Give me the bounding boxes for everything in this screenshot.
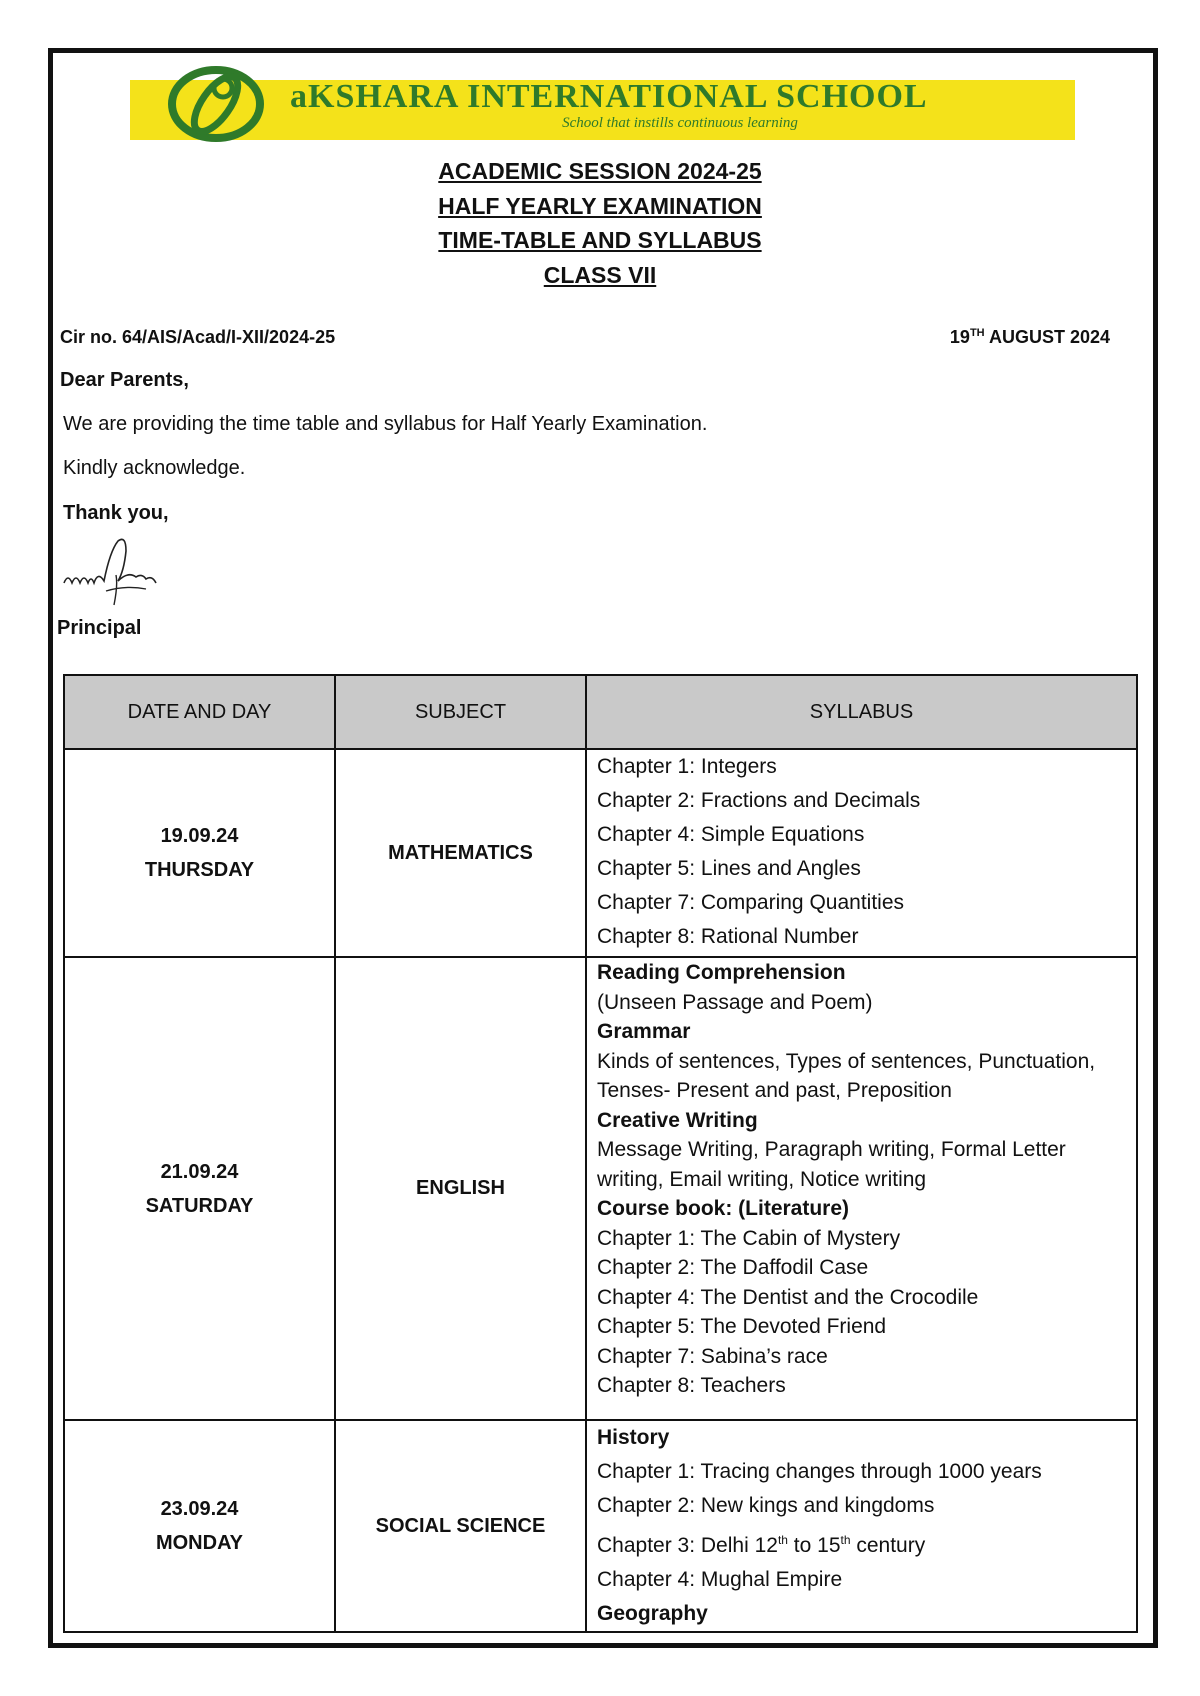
exam-timetable: [63, 674, 1138, 1633]
syllabus-section-heading: Creative Writing: [597, 1108, 758, 1132]
syllabus-item: (Unseen Passage and Poem): [597, 990, 873, 1014]
closing: Thank you,: [63, 502, 169, 524]
table-header-row: [64, 675, 1137, 749]
signatory-title: Principal: [57, 617, 142, 639]
school-logo: [167, 64, 265, 144]
date-cell: [64, 1420, 335, 1632]
chapter-text: century: [850, 1534, 926, 1557]
syllabus-item: Chapter 1: The Cabin of Mystery: [597, 1226, 901, 1250]
table-row: [64, 957, 1137, 1420]
syllabus-item: Chapter 4: Simple Equations: [597, 823, 865, 846]
syllabus-section-heading: Reading Comprehension: [597, 961, 846, 984]
letter-body-line: Kindly acknowledge.: [63, 457, 246, 479]
syllabus-cell: [586, 749, 1137, 957]
syllabus-cell: [586, 957, 1137, 1420]
document-headings: [0, 154, 1200, 292]
syllabus-item: Chapter 2: The Daffodil Case: [597, 1256, 869, 1279]
table-row: [64, 749, 1137, 957]
circular-number: Cir no. 64/AIS/Acad/I-XII/2024-25: [60, 327, 336, 347]
circular-date: [950, 327, 1110, 348]
class-title: CLASS VII: [543, 261, 657, 288]
subject-cell: ENGLISH: [335, 957, 586, 1420]
syllabus-item: Chapter 2: New kings and kingdoms: [597, 1494, 935, 1517]
chapter-text: to 15: [787, 1534, 841, 1557]
principal-signature: [60, 535, 170, 610]
syllabus-cell: [586, 1420, 1137, 1632]
ordinal-suffix: th: [840, 1533, 851, 1547]
session-title: ACADEMIC SESSION 2024-25: [438, 158, 762, 184]
table-row: [64, 1420, 1137, 1632]
exam-date: 23.09.24: [160, 1498, 239, 1520]
syllabus-section-heading: Grammar: [597, 1020, 691, 1043]
school-tagline: School that instills continuous learning: [562, 115, 798, 131]
date-cell: [64, 749, 335, 957]
greeting: Dear Parents,: [60, 369, 189, 391]
syllabus-item: Chapter 5: Lines and Angles: [597, 857, 861, 880]
chapter-text: Chapter 3: Delhi 12: [597, 1534, 778, 1557]
exam-day: THURSDAY: [144, 859, 255, 881]
syllabus-item: Chapter 8: Teachers: [597, 1374, 786, 1397]
syllabus-item: Chapter 1: Tracing changes through 1000 years: [597, 1460, 1042, 1483]
subject-cell: SOCIAL SCIENCE: [335, 1420, 586, 1632]
syllabus-item: Chapter 2: Fractions and Decimals: [597, 789, 921, 812]
school-name: aKSHARA INTERNATIONAL SCHOOL: [290, 78, 928, 115]
syllabus-section-heading: Course book: (Literature): [597, 1197, 850, 1220]
syllabus-item: Chapter 7: Comparing Quantities: [597, 891, 904, 914]
syllabus-item: Message Writing, Paragraph writing, Formal Letter: [597, 1138, 1066, 1161]
exam-day: MONDAY: [155, 1532, 244, 1554]
syllabus-item: Chapter 4: The Dentist and the Crocodile: [597, 1285, 979, 1309]
syllabus-item: Kinds of sentences, Types of sentences, Punctuation,: [597, 1049, 1096, 1073]
syllabus-item: Chapter 1: Integers: [597, 755, 777, 778]
exam-day: SATURDAY: [145, 1194, 254, 1217]
exam-date: 21.09.24: [160, 1160, 239, 1183]
column-header-subject: SUBJECT: [335, 675, 586, 749]
date-day: 19: [949, 327, 970, 347]
syllabus-item: Chapter 5: The Devoted Friend: [597, 1315, 887, 1338]
exam-title: HALF YEARLY EXAMINATION: [438, 192, 762, 219]
date-cell: [64, 957, 335, 1420]
syllabus-item: Chapter 4: Mughal Empire: [597, 1568, 843, 1591]
subject-cell: MATHEMATICS: [335, 749, 586, 957]
column-header-syllabus: SYLLABUS: [586, 675, 1137, 749]
syllabus-item: [597, 1523, 1126, 1563]
date-suffix: TH: [969, 327, 985, 339]
column-header-date: DATE AND DAY: [64, 675, 335, 749]
syllabus-section-heading: Geography: [597, 1602, 708, 1625]
letter-body-line: We are providing the time table and syllabus for Half Yearly Examination.: [63, 413, 708, 435]
date-month-year: AUGUST 2024: [984, 327, 1110, 347]
timetable-title: TIME-TABLE AND SYLLABUS: [438, 227, 762, 253]
syllabus-item: Tenses- Present and past, Preposition: [597, 1079, 952, 1102]
syllabus-item: Chapter 7: Sabina’s race: [597, 1344, 828, 1368]
syllabus-section-heading: History: [597, 1426, 670, 1449]
exam-date: 19.09.24: [160, 825, 239, 847]
ordinal-suffix: th: [777, 1533, 788, 1547]
syllabus-item: writing, Email writing, Notice writing: [597, 1167, 927, 1191]
syllabus-item: Chapter 8: Rational Number: [597, 925, 859, 948]
